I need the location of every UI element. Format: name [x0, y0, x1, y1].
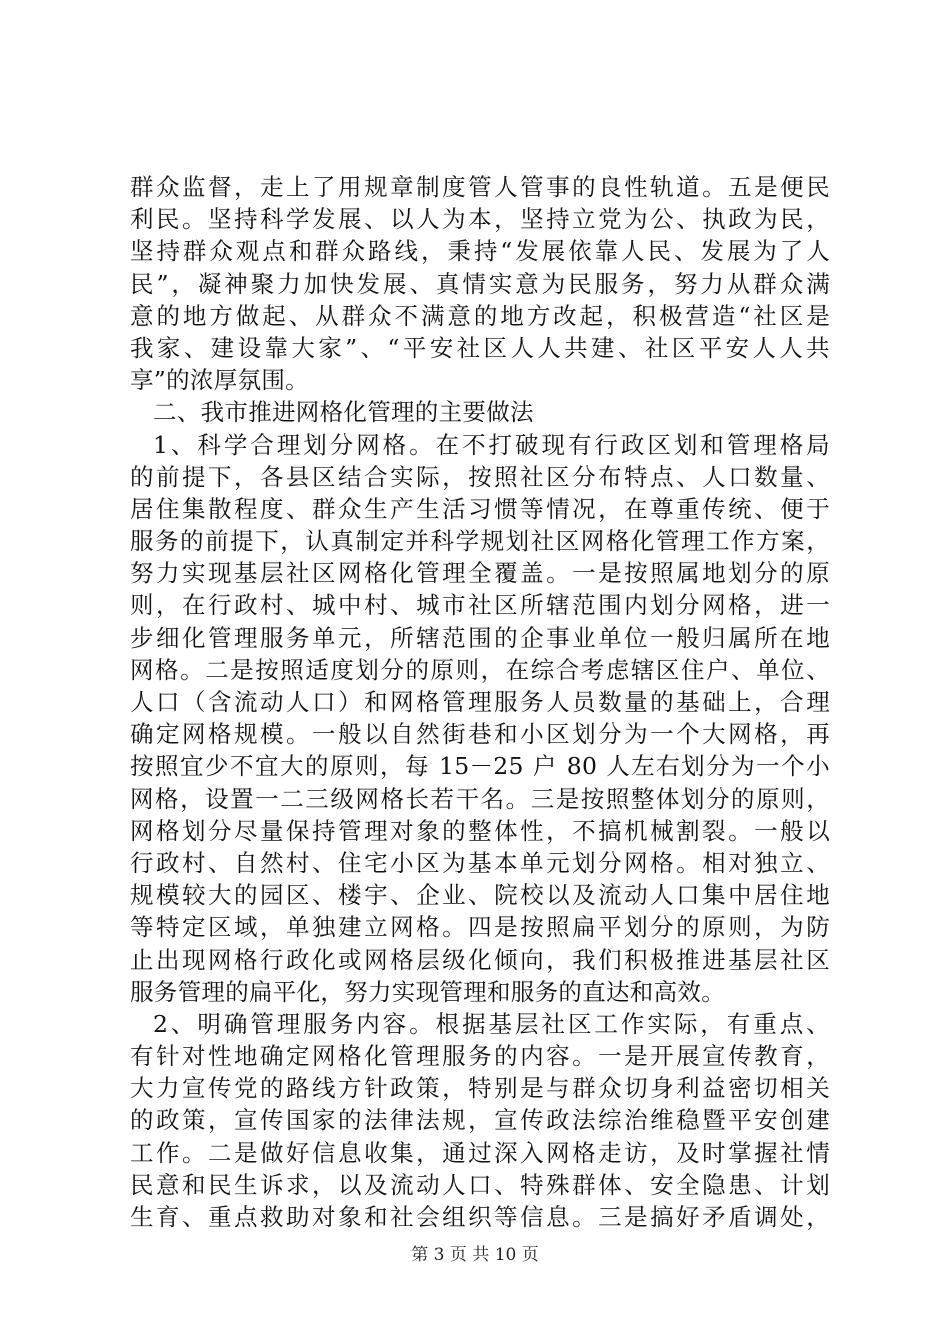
text-line: 坚持群众观点和群众路线，秉持“发展依靠人民、发展为了人 — [130, 237, 830, 266]
text-line: 人口（含流动人口）和网格管理服务人员数量的基础上，合理 — [130, 688, 830, 716]
text-line: 享”的浓厚氛围。 — [130, 366, 309, 395]
text-line: 的政策，宣传国家的法律法规，宣传政法综治维稳暨平安创建 — [130, 1106, 830, 1135]
body-text — [130, 171, 830, 1233]
text-line: 服务管理的扁平化，努力实现管理和服务的直达和高效。 — [130, 977, 725, 1006]
paragraph-start: 1、科学合理划分网格。在不打破现有行政区划和管理格局 — [153, 430, 830, 459]
section-heading: 二、我市推进网格化管理的主要做法 — [153, 398, 534, 427]
text-line: 网格。二是按照适度划分的原则，在综合考虑辖区住户、单位、 — [130, 655, 830, 684]
text-line: 网格划分尽量保持管理对象的整体性，不搞机械割裂。一般以 — [130, 816, 830, 845]
text-line: 确定网格规模。一般以自然街巷和小区划分为一个大网格，再 — [130, 720, 830, 749]
text-line: 规模较大的园区、楼宇、企业、院校以及流动人口集中居住地 — [130, 881, 830, 910]
text-line: 我家、建设靠大家”、“平安社区人人共建、社区平安人人共 — [130, 333, 830, 362]
text-line: 努力实现基层社区网格化管理全覆盖。一是按照属地划分的原 — [130, 559, 830, 588]
text-line: 民意和民生诉求，以及流动人口、特殊群体、安全隐患、计划 — [130, 1170, 830, 1199]
text-line: 止出现网格行政化或网格层级化倾向，我们积极推进基层社区 — [130, 945, 830, 974]
text-line: 大力宣传党的路线方针政策，特别是与群众切身利益密切相关 — [130, 1074, 830, 1103]
text-line: 行政村、自然村、住宅小区为基本单元划分网格。相对独立、 — [130, 848, 830, 877]
text-line: 按照宜少不宜大的原则，每 15－25 户 80 人左右划分为一个小 — [130, 752, 830, 781]
text-line: 服务的前提下，认真制定并科学规划社区网格化管理工作方案， — [130, 527, 830, 556]
text-line: 生育、重点救助对象和社会组织等信息。三是搞好矛盾调处， — [130, 1203, 830, 1231]
text-line: 民”，凝神聚力加快发展、真情实意为民服务，努力从群众满 — [130, 269, 830, 298]
text-line: 工作。二是做好信息收集，通过深入网格走访，及时掌握社情 — [130, 1138, 830, 1167]
text-line: 步细化管理服务单元，所辖范围的企事业单位一般归属所在地 — [130, 623, 830, 652]
text-line: 有针对性地确定网格化管理服务的内容。一是开展宣传教育， — [130, 1042, 830, 1071]
text-line: 则，在行政村、城中村、城市社区所辖范围内划分网格，进一 — [130, 591, 830, 620]
text-line: 利民。坚持科学发展、以人为本，坚持立党为公、执政为民， — [130, 205, 830, 234]
text-line: 网格，设置一二三级网格长若干名。三是按照整体划分的原则， — [130, 784, 830, 813]
text-line: 意的地方做起、从群众不满意的地方改起，积极营造“社区是 — [130, 301, 830, 330]
text-line: 群众监督，走上了用规章制度管人管事的良性轨道。五是便民 — [130, 173, 830, 201]
text-line: 居住集散程度、群众生产生活习惯等情况，在尊重传统、便于 — [130, 494, 830, 523]
text-line: 的前提下，各县区结合实际，按照社区分布特点、人口数量、 — [130, 462, 830, 491]
text-line: 等特定区域，单独建立网格。四是按照扁平划分的原则，为防 — [130, 913, 830, 942]
paragraph-start: 2、明确管理服务内容。根据基层社区工作实际，有重点、 — [153, 1009, 830, 1038]
page-number-footer: 第 3 页 共 10 页 — [411, 1245, 539, 1265]
